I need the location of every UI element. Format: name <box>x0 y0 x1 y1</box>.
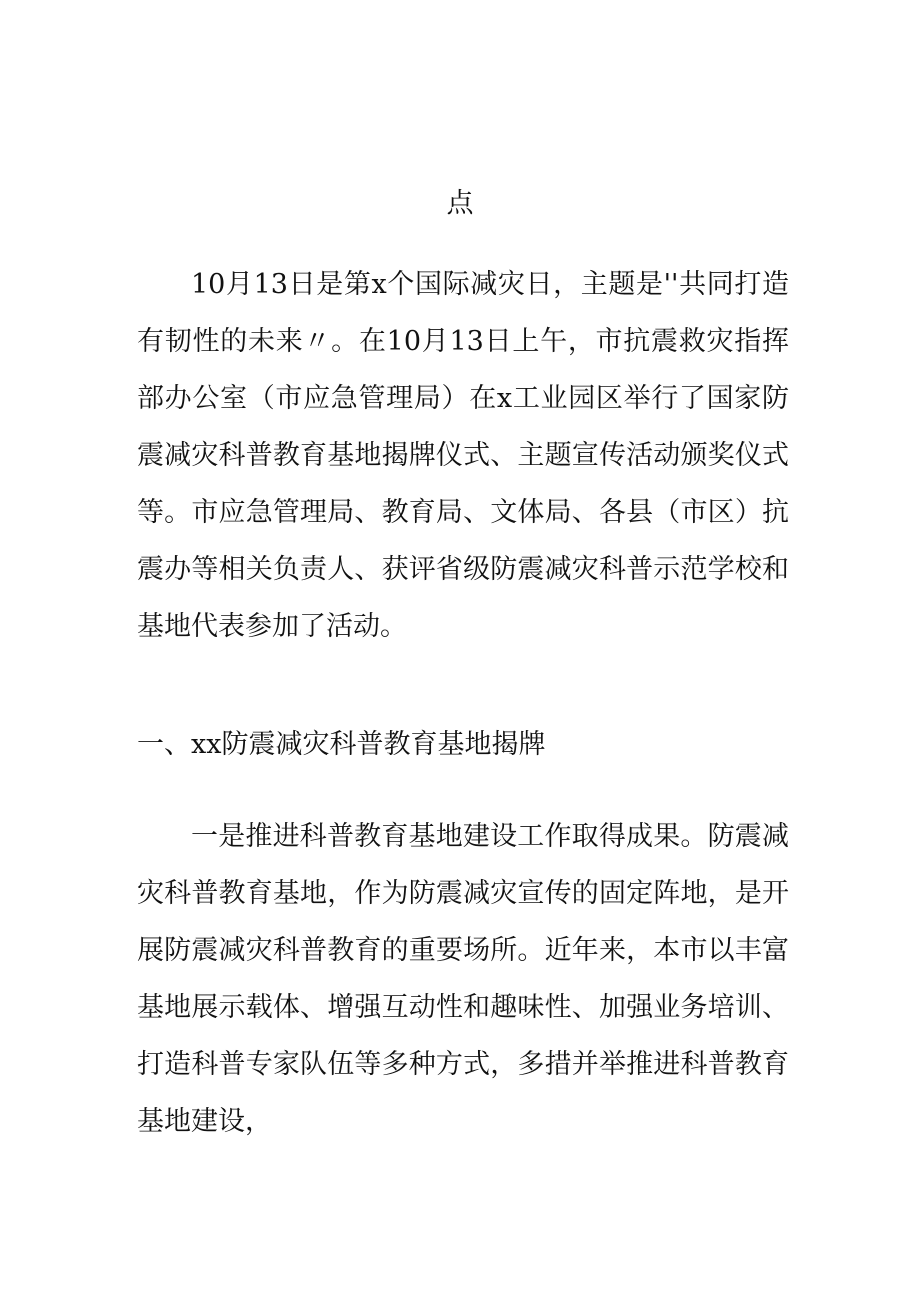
heading-fragment: 点 <box>446 188 474 219</box>
body-paragraph: 一是推进科普教育基地建设工作取得成果。防震减灾科普教育基地，作为防震减灾宣传的固定阵地，是开展防震减灾科普教育的重要场所。近年来，本市以丰富基地展示载体、增强互动性和趣味性、加强业务培训、打造科普专家队伍等多种方式，多措并举推进科普教育基地建设， <box>137 821 789 1137</box>
section-heading: 一、xx防震减灾科普教育基地揭牌 <box>137 729 546 760</box>
intro-paragraph: 10月13日是第x个国际减灾日，主题是''共同打造有韧性的未来〃。在10月13日上午，市抗震救灾指挥部办公室（市应急管理局）在x工业园区举行了国家防震减灾科普教育基地揭牌仪式、主题宣传活动颁奖仪式等。市应急管理局、教育局、文体局、各县（市区）抗震办等相关负责人、获评省级防震减灾科普示范学校和基地代表参加了活动。 <box>137 269 789 642</box>
